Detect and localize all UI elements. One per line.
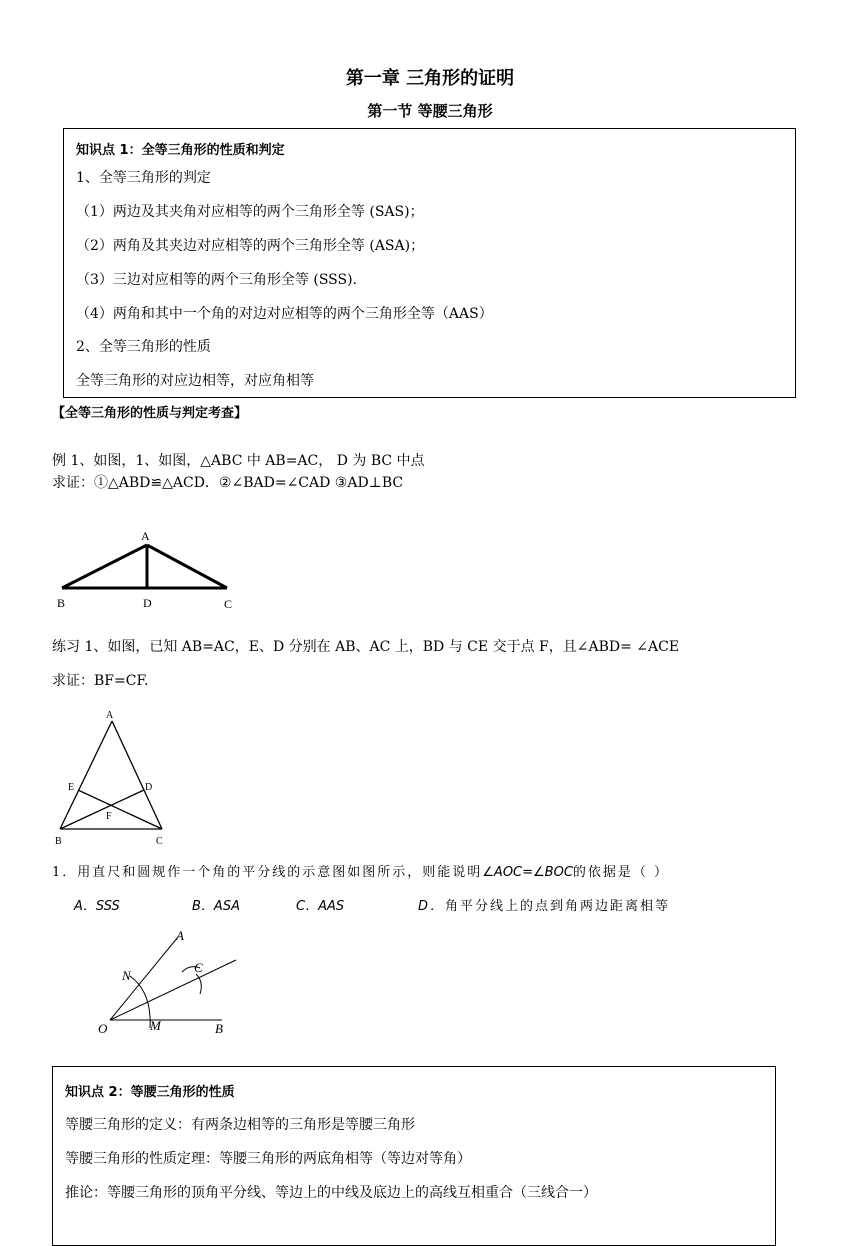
question1-stem-suffix: 的依据是（ ）: [572, 865, 670, 880]
kp1-line: 1、全等三角形的判定: [76, 170, 211, 186]
label-c: C: [156, 836, 163, 847]
option-a[interactable]: [74, 895, 120, 914]
side-ab: [62, 545, 147, 588]
kp2-line: 等腰三角形的定义：有两条边相等的三角形是等腰三角形: [65, 1117, 415, 1133]
example1-triangle-figure: [52, 525, 252, 615]
option-d-letter: D．: [418, 899, 446, 914]
label-n: N: [122, 968, 131, 983]
kp1-line: （2）两角及其夹边对应相等的两个三角形全等 (ASA)；: [76, 238, 425, 254]
label-f: F: [106, 811, 112, 822]
option-b[interactable]: [192, 895, 240, 914]
kp1-line: 全等三角形的对应边相等，对应角相等: [76, 373, 314, 389]
side-ab: [60, 721, 112, 829]
kp2-line: 等腰三角形的性质定理：等腰三角形的两底角相等（等边对等角）: [65, 1151, 471, 1167]
question1-stem-prefix: 1．用直尺和圆规作一个角的平分线的示意图如图所示，则能说明: [52, 865, 483, 880]
topic-heading: 【全等三角形的性质与判定考查】: [52, 406, 248, 421]
kp2-heading: 知识点 2：等腰三角形的性质: [65, 1085, 235, 1100]
kp1-line: 2、全等三角形的性质: [76, 339, 211, 355]
question1-stem: [52, 861, 669, 880]
label-e: E: [68, 782, 75, 793]
option-c-letter: C．: [296, 899, 319, 914]
section-title: 第一节 等腰三角形: [367, 102, 493, 120]
option-c[interactable]: [296, 895, 344, 914]
label-c: C: [224, 597, 233, 611]
label-d: D: [143, 596, 152, 610]
question1-formula: ∠AOC=∠BOC: [482, 865, 573, 880]
label-b: B: [55, 836, 62, 847]
label-c: C: [194, 960, 203, 975]
option-a-text: SSS: [95, 899, 120, 914]
kp1-line: （4）两角和其中一个角的对边对应相等的两个三角形全等（AAS）: [76, 306, 493, 322]
option-d-text: 角平分线上的点到角两边距离相等: [445, 899, 671, 914]
ray-oa: [110, 937, 178, 1020]
knowledge-box-2: [52, 1066, 776, 1246]
knowledge-box-1: [63, 128, 796, 398]
chapter-title: 第一章 三角形的证明: [345, 68, 515, 89]
option-b-letter: B．: [192, 899, 214, 914]
label-a: A: [106, 710, 114, 721]
kp1-line: （3）三边对应相等的两个三角形全等 (SSS).: [76, 272, 358, 288]
example1-statement: 例 1、如图，1、如图，△ABC 中 AB=AC， D 为 BC 中点: [52, 453, 425, 469]
segment-ce: [78, 790, 162, 829]
option-b-text: ASA: [213, 899, 240, 914]
label-b: B: [57, 596, 66, 610]
label-b: B: [215, 1021, 223, 1036]
option-d[interactable]: [418, 895, 670, 914]
example1-proof-goal: 求证：①△ABD≌△ACD．②∠BAD=∠CAD ③AD⊥BC: [52, 475, 404, 491]
option-a-letter: A．: [74, 899, 96, 914]
practice1-proof-goal: 求证：BF=CF.: [52, 673, 149, 689]
kp1-line: （1）两边及其夹角对应相等的两个三角形全等 (SAS)；: [76, 204, 424, 220]
label-d: D: [145, 782, 153, 793]
practice1-statement: 练习 1、如图，已知 AB=AC，E、D 分别在 AB、AC 上，BD 与 CE 交于点 F，且∠ABD= ∠ACE: [52, 639, 680, 655]
segment-bd: [60, 790, 144, 829]
side-ac: [147, 545, 227, 588]
label-a: A: [176, 928, 184, 943]
label-m: M: [150, 1018, 161, 1033]
label-a: A: [141, 529, 150, 543]
option-c-text: AAS: [318, 899, 345, 914]
practice1-triangle-figure: [50, 705, 180, 850]
label-o: O: [98, 1021, 108, 1036]
kp1-heading: 知识点 1：全等三角形的性质和判定: [76, 143, 285, 158]
angle-bisector-figure: [90, 922, 250, 1037]
side-ac: [112, 721, 162, 829]
kp2-line: 推论：等腰三角形的顶角平分线、等边上的中线及底边上的高线互相重合（三线合一）: [65, 1185, 597, 1201]
